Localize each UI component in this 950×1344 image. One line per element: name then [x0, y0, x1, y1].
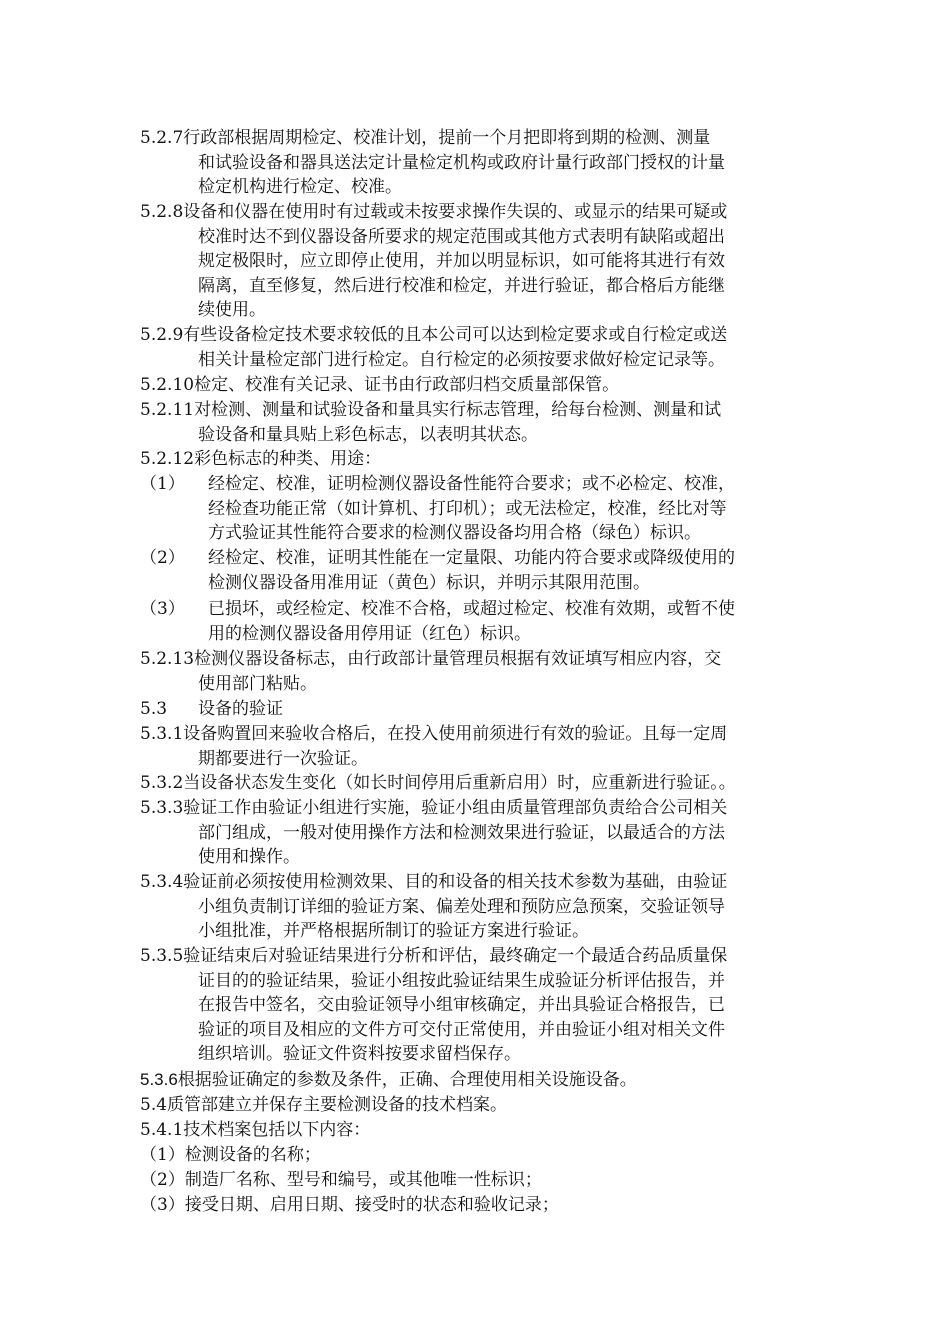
list-item-2 — [140, 546, 820, 595]
section-number: 5.3.6 — [140, 1070, 178, 1089]
paragraph-text: 经检定、校准，证明检测仪器设备性能符合要求；或不必检定、校准， — [208, 474, 735, 494]
paragraph-5-3-6 — [140, 1068, 820, 1093]
paragraph-line — [140, 697, 820, 722]
section-number: 5.3.5 — [140, 946, 184, 966]
section-number: 5.3 — [140, 699, 168, 719]
paragraph-line — [140, 722, 820, 747]
list-item-1 — [140, 472, 820, 546]
paragraph-5-2-10 — [140, 373, 820, 398]
paragraph-line — [140, 398, 820, 423]
paragraph-text: 当设备状态发生变化（如长时间停用后重新启用）时，应重新进行验证。。 — [183, 773, 736, 793]
paragraph-text: 有些设备检定技术要求较低的且本公司可以达到检定要求或自行检定或送 — [183, 325, 728, 345]
paragraph-line: 续使用。 — [198, 300, 266, 321]
paragraph-line — [140, 126, 820, 151]
paragraph-line: 隔离，直至修复，然后进行校准和检定，并进行验证，都合格后方能继 — [198, 275, 725, 296]
paragraph-line — [140, 1168, 820, 1193]
paragraph-5-3-1 — [140, 722, 820, 771]
paragraph-line: 相关计量检定部门进行检定。自行检定的必须按要求做好检定记录等。 — [198, 349, 725, 370]
paragraph-line — [140, 373, 820, 398]
paragraph-line — [140, 771, 820, 796]
paragraph-line — [140, 200, 820, 225]
section-number: 5.3.1 — [140, 724, 184, 744]
paragraph-5-4-1 — [140, 1118, 820, 1143]
paragraph-text: 设备和仪器在使用时有过载或未按要求操作失误的、或显示的结果可疑或 — [183, 202, 728, 222]
paragraph-line: 小组批准，并严格根据所制订的验证方案进行验证。 — [198, 921, 589, 942]
paragraph-line: 经检查功能正常（如计算机、打印机）；或无法检定，校准，经比对等 — [208, 498, 727, 519]
paragraph-text: 技术档案包括以下内容： — [183, 1120, 371, 1140]
paragraph-text: 检定、校准有关记录、证书由行政部归档交质量部保管。 — [194, 375, 620, 395]
paragraph-5-4 — [140, 1093, 820, 1118]
section-number: 5.2.13 — [140, 649, 195, 669]
section-number: 5.4.1 — [140, 1120, 184, 1140]
paragraph-5-2-8 — [140, 200, 820, 323]
section-number: 5.3.4 — [140, 872, 184, 892]
list-number: （3） — [140, 1195, 185, 1215]
paragraph-line: 方式验证其性能符合要求的检测仪器设备均用合格（绿色）标识。 — [208, 523, 701, 544]
section-number: 5.4 — [140, 1095, 168, 1115]
paragraph-line — [140, 870, 820, 895]
list-item-3 — [140, 597, 820, 646]
paragraph-5-3-2 — [140, 771, 820, 796]
paragraph-line — [140, 546, 820, 571]
paragraph-line — [140, 447, 820, 472]
paragraph-line: 在报告中签名，交由验证领导小组审核确定，并出具验证合格报告，已 — [198, 995, 725, 1016]
paragraph-line — [140, 1118, 820, 1143]
paragraph-line — [140, 647, 820, 672]
paragraph-line: 用的检测仪器设备用停用证（红色）标识。 — [208, 623, 531, 644]
section-heading-5-3 — [140, 697, 820, 722]
paragraph-5-2-9 — [140, 323, 820, 372]
paragraph-line: 证目的的验证结果，验证小组按此验证结果生成验证分析评估报告，并 — [198, 970, 725, 991]
paragraph-line: 验证的项目及相应的文件方可交付正常使用，并由验证小组对相关文件 — [198, 1019, 725, 1040]
paragraph-text: 检测仪器设备标志，由行政部计量管理员根据有效证填写相应内容，交 — [194, 649, 722, 669]
paragraph-text: 验证工作由验证小组进行实施，验证小组由质量管理部负责给合公司相关 — [183, 798, 728, 818]
section-number: 5.2.12 — [140, 449, 195, 469]
paragraph-5-3-4 — [140, 870, 820, 944]
paragraph-line: 验设备和量具贴上彩色标志，以表明其状态。 — [198, 424, 538, 445]
list-number: （3） — [140, 599, 185, 619]
paragraph-5-2-13 — [140, 647, 820, 696]
paragraph-line: 部门组成，一般对使用操作方法和检测效果进行验证，以最适合的方法 — [198, 822, 725, 843]
paragraph-5-2-7 — [140, 126, 820, 200]
paragraph-text: 验证前必须按使用检测效果、目的和设备的相关技术参数为基础，由验证 — [183, 872, 728, 892]
paragraph-line — [140, 1068, 820, 1093]
list-number: （1） — [140, 1145, 185, 1165]
paragraph-text: 接受日期、启用日期、接受时的状态和验收记录； — [184, 1195, 559, 1215]
paragraph-line: 规定极限时，应立即停止使用，并加以明显标识，如可能将其进行有效 — [198, 251, 725, 272]
paragraph-line — [140, 323, 820, 348]
paragraph-line: 组织培训。验证文件资料按要求留档保存。 — [198, 1044, 521, 1065]
paragraph-line: 校准时达不到仪器设备所要求的规定范围或其他方式表明有缺陷或超出 — [198, 226, 725, 247]
list-number: （2） — [140, 1170, 185, 1190]
paragraph-line: 检定机构进行检定、校准。 — [198, 177, 402, 198]
paragraph-5-3-5 — [140, 944, 820, 1067]
paragraph-text: 根据验证确定的参数及条件，正确、合理使用相关设施设备。 — [177, 1070, 637, 1090]
section-number: 5.2.7 — [140, 128, 184, 148]
paragraph-text: 质管部建立并保存主要检测设备的技术档案。 — [167, 1095, 508, 1115]
section-title: 设备的验证 — [198, 699, 283, 719]
paragraph-line: 和试验设备和器具送法定计量检定机构或政府计量行政部门授权的计量 — [198, 152, 725, 173]
list-number: （2） — [140, 548, 185, 568]
paragraph-line: 小组负责制订详细的验证方案、偏差处理和预防应急预案，交验证领导 — [198, 896, 725, 917]
section-number: 5.2.8 — [140, 202, 184, 222]
paragraph-text: 经检定、校准，证明其性能在一定量限、功能内符合要求或降级使用的 — [208, 548, 735, 568]
section-number: 5.2.11 — [140, 400, 195, 420]
paragraph-text: 对检测、测量和试验设备和量具实行标志管理，给每台检测、测量和试 — [194, 400, 722, 420]
paragraph-text: 已损坏，或经检定、校准不合格，或超过检定、校准有效期，或暂不使 — [208, 599, 735, 619]
list-item-archive-2 — [140, 1168, 820, 1193]
list-number: （1） — [140, 474, 185, 494]
section-number: 5.3.2 — [140, 773, 184, 793]
paragraph-text: 设备购置回来验收合格后，在投入使用前须进行有效的验证。且每一定周 — [183, 724, 728, 744]
list-item-archive-3 — [140, 1193, 820, 1218]
paragraph-line: 使用和操作。 — [198, 847, 300, 868]
paragraph-5-2-11 — [140, 398, 820, 447]
paragraph-line — [140, 1093, 820, 1118]
paragraph-text: 彩色标志的种类、用途： — [194, 449, 382, 469]
paragraph-text: 验证结束后对验证结果进行分析和评估，最终确定一个最适合药品质量保 — [183, 946, 728, 966]
paragraph-line — [140, 1143, 820, 1168]
section-number: 5.3.3 — [140, 798, 184, 818]
list-item-archive-1 — [140, 1143, 820, 1168]
paragraph-text: 行政部根据周期检定、校准计划，提前一个月把即将到期的检测、测量 — [183, 128, 711, 148]
paragraph-5-3-3 — [140, 796, 820, 870]
paragraph-line — [140, 1193, 820, 1218]
paragraph-line — [140, 944, 820, 969]
paragraph-text: 制造厂名称、型号和编号，或其他唯一性标识； — [184, 1170, 542, 1190]
section-number: 5.2.10 — [140, 375, 195, 395]
paragraph-line: 使用部门粘贴。 — [198, 673, 317, 694]
paragraph-5-2-12 — [140, 447, 820, 472]
paragraph-line: 期都要进行一次验证。 — [198, 748, 368, 769]
paragraph-line: 检测仪器设备用准用证（黄色）标识，并明示其限用范围。 — [208, 572, 650, 593]
paragraph-line — [140, 597, 820, 622]
paragraph-text: 检测设备的名称； — [184, 1145, 321, 1165]
paragraph-line — [140, 796, 820, 821]
paragraph-line — [140, 472, 820, 497]
section-number: 5.2.9 — [140, 325, 184, 345]
